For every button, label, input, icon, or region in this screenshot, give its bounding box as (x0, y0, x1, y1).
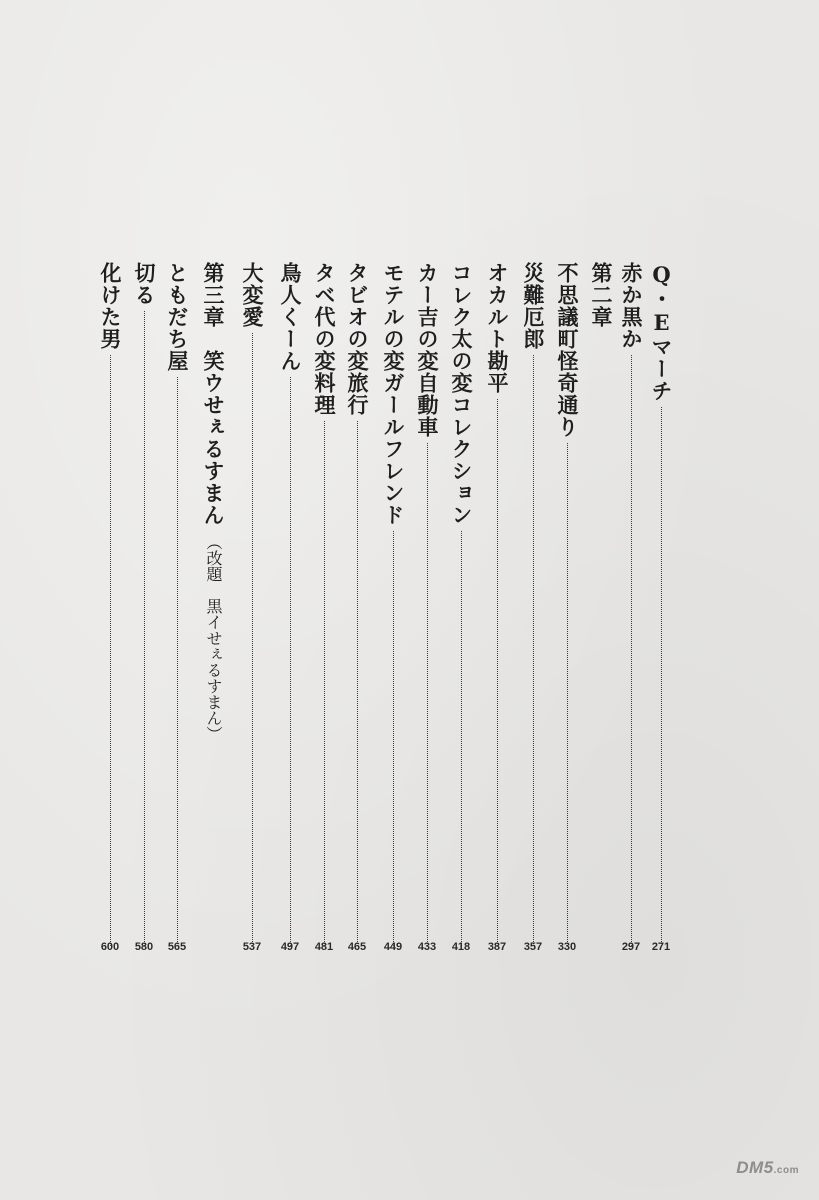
entry-title: コレク太の変コレクション (449, 262, 474, 526)
entry-title: 大変愛 (240, 262, 265, 328)
toc-entry (164, 262, 190, 946)
page-number: 449 (383, 941, 403, 953)
chapter-subtitle: （改題 黒イせぇるすまん） (204, 534, 223, 742)
page-number: 330 (557, 941, 577, 953)
toc-entry (520, 262, 546, 946)
entry-title: Q・Eマーチ (649, 262, 674, 402)
toc-entry (131, 262, 157, 946)
page-number: 433 (417, 941, 437, 953)
entry-title: 不思議町怪奇通り (555, 262, 580, 438)
page-number: 357 (523, 941, 543, 953)
page-number: 387 (487, 941, 507, 953)
page-number: 565 (167, 941, 187, 953)
page-number: 465 (347, 941, 367, 953)
toc-entry (239, 262, 265, 946)
dot-leader (567, 443, 568, 946)
entry-title: カー吉の変自動車 (415, 262, 440, 438)
toc-entry (414, 262, 440, 946)
entry-title: 切る (132, 262, 157, 306)
toc-entry (277, 262, 303, 946)
chapter-title: 第二章 (589, 262, 614, 328)
page-number: 271 (651, 941, 671, 953)
entry-title: モテルの変ガールフレンド (381, 262, 406, 526)
chapter-heading (588, 262, 614, 328)
toc-entry (380, 262, 406, 946)
dot-leader (110, 355, 111, 946)
dot-leader (144, 311, 145, 946)
page-number: 481 (314, 941, 334, 953)
page-number: 580 (134, 941, 154, 953)
toc-entry (554, 262, 580, 946)
page-number: 297 (621, 941, 641, 953)
dot-leader (461, 531, 462, 946)
dot-leader (393, 531, 394, 946)
toc-entry (484, 262, 510, 946)
watermark-text: DM5 (736, 1158, 774, 1177)
dot-leader (427, 443, 428, 946)
toc-entry (344, 262, 370, 946)
page-number: 418 (451, 941, 471, 953)
page-number: 497 (280, 941, 300, 953)
site-watermark (736, 1158, 799, 1178)
dot-leader (533, 355, 534, 946)
dot-leader (177, 377, 178, 946)
toc-entry (618, 262, 644, 946)
page-number: 600 (100, 941, 120, 953)
entry-title: 鳥人くーん (278, 262, 303, 372)
entry-title: オカルト勘平 (485, 262, 510, 394)
entry-title: ともだち屋 (165, 262, 190, 372)
dot-leader (324, 421, 325, 946)
entry-title: 化けた男 (98, 262, 123, 350)
toc-entry (448, 262, 474, 946)
entry-title: 赤か黒か (619, 262, 644, 350)
dot-leader (290, 377, 291, 946)
page-number: 537 (242, 941, 262, 953)
toc-entry (97, 262, 123, 946)
dot-leader (631, 355, 632, 946)
entry-title: 災難厄郎 (521, 262, 546, 350)
entry-title: タビオの変旅行 (345, 262, 370, 416)
entry-title: タベ代の変料理 (312, 262, 337, 416)
chapter-title: 第三章 笑ウせぇるすまん (201, 262, 226, 526)
chapter-heading (200, 262, 226, 742)
dot-leader (661, 407, 662, 946)
toc-entry (648, 262, 674, 946)
watermark-suffix: .com (773, 1165, 799, 1176)
toc-entry (311, 262, 337, 946)
dot-leader (252, 333, 253, 946)
dot-leader (497, 399, 498, 946)
dot-leader (357, 421, 358, 946)
